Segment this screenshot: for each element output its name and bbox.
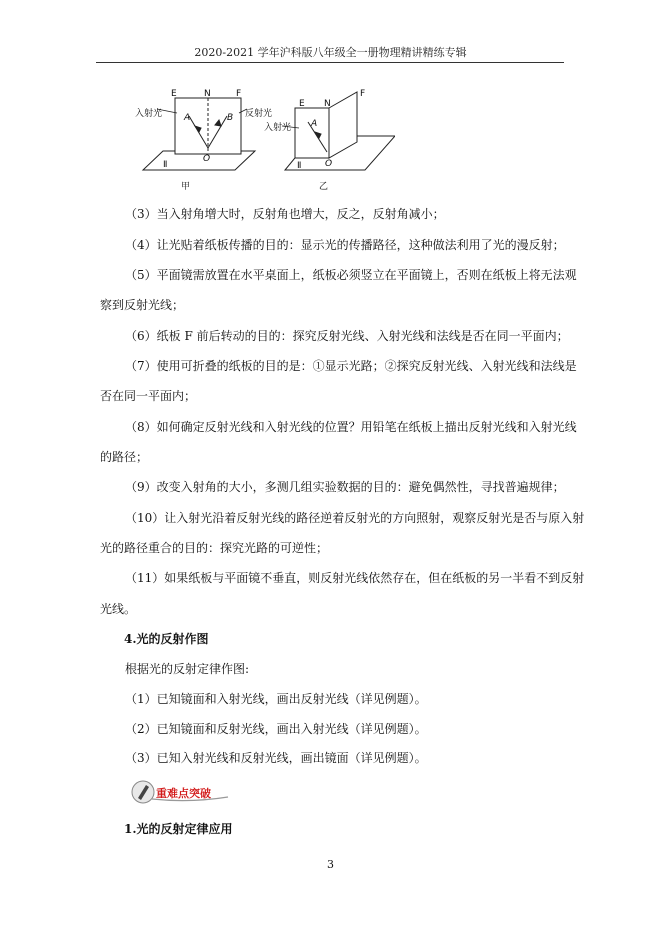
section-heading-1: 1.光的反射定律应用 [124,822,233,836]
label-right-E: E [299,99,305,109]
section4-item: （3）已知入射光线和反射光线，画出镜面（详见例题）。 [125,751,427,765]
section4-item: （2）已知镜面和反射光线，画出入射光线（详见例题）。 [125,722,427,736]
label-point-O: O [203,154,211,164]
text-line: （7）使用可折叠的纸板的目的是：①显示光路；②探究反射光线、入射光线和法线是 [125,359,577,373]
text-line: （5）平面镜需放置在水平桌面上，纸板必须竖立在平面镜上，否则在纸板上将无法观 [125,268,577,282]
section4-item: （1）已知镜面和入射光线，画出反射光线（详见例题）。 [125,692,427,706]
label-reflected-light: 反射光 [245,109,273,119]
paper-board-F-right [329,92,357,158]
label-right-incident: 入射光 [264,123,292,133]
text-line: 否在同一平面内； [100,389,197,403]
reflection-experiment-figure [135,86,395,194]
label-right-O: O [325,159,333,169]
badge-label: 重难点突破 [156,787,211,800]
text-line: （9）改变入射角的大小，多测几组实验数据的目的：避免偶然性，寻找普遍规律； [125,480,565,494]
label-ray-A: A [184,113,191,123]
caption-right: 乙 [319,182,329,192]
text-line: （10）让入射光沿着反射光线的路径逆着反射光的方向照射，观察反射光是否与原入射 [125,511,585,525]
label-incident-light: 入射光 [135,109,163,119]
paper-board-E-right [295,108,329,158]
text-line: 光线。 [100,602,137,616]
section-heading-4: 4.光的反射作图 [124,632,209,646]
page-number: 3 [327,858,334,871]
header-rule [96,62,564,63]
label-left-E: E [171,89,177,99]
text-line: 光的路径重合的目的：探究光路的可逆性； [100,541,329,555]
label-left-N: N [204,89,211,99]
text-line: （3）当入射角增大时，反射角也增大，反之，反射角减小； [125,207,445,221]
label-right-A: A [311,119,318,129]
section4-intro: 根据光的反射定律作图: [125,662,250,676]
text-line: （6）纸板 F 前后转动的目的：探究反射光线、入射光线和法线是否在同一平面内； [125,329,569,343]
label-mirror-II: Ⅱ [163,160,168,170]
text-line: （4）让光贴着纸板传播的目的：显示光的传播路径，这种做法利用了光的漫反射； [125,238,565,252]
label-right-N: N [324,99,331,109]
figure-svg [135,86,395,194]
label-left-F: F [236,89,242,99]
label-ray-B: B [227,113,234,123]
text-line: 的路径； [100,450,149,464]
text-line: （8）如何确定反射光线和入射光线的位置？用铅笔在纸板上描出反射光线和入射光线 [125,420,577,434]
page-header: 2020-2021 学年沪科版八年级全一册物理精讲精练专辑 [194,46,467,59]
label-right-II: Ⅱ [297,161,302,171]
caption-left: 甲 [181,182,191,192]
key-points-badge [130,779,230,805]
label-right-F: F [360,89,366,99]
text-line: 察到反射光线； [100,298,185,312]
text-line: （11）如果纸板与平面镜不垂直，则反射光线依然存在，但在纸板的另一半看不到反射 [125,571,585,585]
